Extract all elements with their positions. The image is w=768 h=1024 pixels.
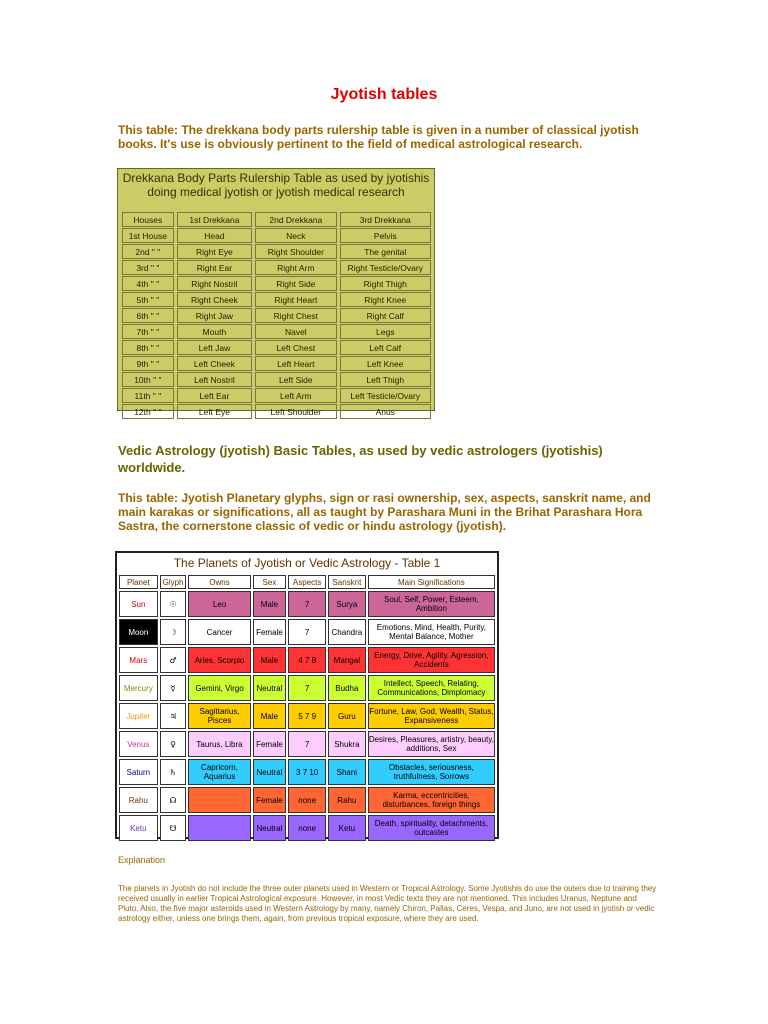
planet-sanskrit: Shukra bbox=[328, 731, 366, 757]
planet-aspects: 7 bbox=[288, 591, 326, 617]
planet-owns: Capricorn, Aquarius bbox=[188, 759, 250, 785]
planet-sex: Male bbox=[253, 591, 287, 617]
planet-owns: Gemini, Virgo bbox=[188, 675, 250, 701]
mars-glyph-icon: ♂ bbox=[160, 647, 187, 673]
drekkana-cell: 2nd " " bbox=[122, 244, 174, 259]
drekkana-cell: Left Heart bbox=[255, 356, 336, 371]
drekkana-cell: Left Calf bbox=[340, 340, 432, 355]
planet-aspects: 5 7 9 bbox=[288, 703, 326, 729]
drekkana-row bbox=[122, 244, 431, 259]
drekkana-cell: Right Knee bbox=[340, 292, 432, 307]
planet-aspects: 7 bbox=[288, 731, 326, 757]
drekkana-row bbox=[122, 356, 431, 371]
drekkana-header-cell: 1st Drekkana bbox=[177, 212, 252, 227]
planets-header-cell: Aspects bbox=[288, 575, 326, 589]
planet-name: Mercury bbox=[119, 675, 158, 701]
drekkana-cell: Right Jaw bbox=[177, 308, 252, 323]
drekkana-header-cell: Houses bbox=[122, 212, 174, 227]
drekkana-cell: 10th " " bbox=[122, 372, 174, 387]
planet-name: Sun bbox=[119, 591, 158, 617]
drekkana-header-row bbox=[122, 212, 431, 227]
drekkana-cell: Navel bbox=[255, 324, 336, 339]
drekkana-cell: The genital bbox=[340, 244, 432, 259]
drekkana-cell: Left Jaw bbox=[177, 340, 252, 355]
drekkana-cell: Right Testicle/Ovary bbox=[340, 260, 432, 275]
planet-sanskrit: Shani bbox=[328, 759, 366, 785]
basic-tables-heading: Vedic Astrology (jyotish) Basic Tables, as used by vedic astrologers (jyotishis) worldwide. bbox=[118, 443, 603, 475]
page-title: Jyotish tables bbox=[330, 86, 438, 103]
drekkana-header-cell: 3rd Drekkana bbox=[340, 212, 432, 227]
planet-owns bbox=[188, 815, 250, 841]
planet-sanskrit: Ketu bbox=[328, 815, 366, 841]
drekkana-cell: Left Testicle/Ovary bbox=[340, 388, 432, 403]
drekkana-cell: Right Ear bbox=[177, 260, 252, 275]
drekkana-cell: Right Thigh bbox=[340, 276, 432, 291]
moon-glyph-icon: ☽ bbox=[160, 619, 187, 645]
drekkana-row bbox=[122, 404, 431, 419]
drekkana-cell: 4th " " bbox=[122, 276, 174, 291]
drekkana-cell: Right Eye bbox=[177, 244, 252, 259]
planet-sig: Fortune, Law, God, Wealth, Status, Expansiveness bbox=[368, 703, 495, 729]
planet-row-saturn bbox=[119, 759, 495, 785]
planet-sex: Male bbox=[253, 703, 287, 729]
planet-name: Mars bbox=[119, 647, 158, 673]
planets-header-cell: Glyph bbox=[160, 575, 187, 589]
ketu-glyph-icon: ☋ bbox=[160, 815, 187, 841]
planet-sig: Emotions, Mind, Health, Purity, Mental Balance, Mother bbox=[368, 619, 495, 645]
planet-row-rahu bbox=[119, 787, 495, 813]
drekkana-row bbox=[122, 372, 431, 387]
drekkana-row bbox=[122, 340, 431, 355]
drekkana-cell: Left Chest bbox=[255, 340, 336, 355]
drekkana-cell: Right Chest bbox=[255, 308, 336, 323]
planets-table bbox=[115, 551, 499, 839]
sun-glyph-icon: ☉ bbox=[160, 591, 187, 617]
drekkana-row bbox=[122, 292, 431, 307]
drekkana-cell: Left Shoulder bbox=[255, 404, 336, 419]
planet-sig: Energy, Drive, Agility, Agression, Accidents bbox=[368, 647, 495, 673]
drekkana-cell: 5th " " bbox=[122, 292, 174, 307]
rahu-glyph-icon: ☊ bbox=[160, 787, 187, 813]
planet-name: Moon bbox=[119, 619, 158, 645]
planet-sex: Female bbox=[253, 787, 287, 813]
drekkana-cell: Left Eye bbox=[177, 404, 252, 419]
drekkana-cell: Left Arm bbox=[255, 388, 336, 403]
jupiter-glyph-icon: ♃ bbox=[160, 703, 187, 729]
drekkana-cell: Right Side bbox=[255, 276, 336, 291]
planets-header-cell: Main Significations bbox=[368, 575, 495, 589]
drekkana-row bbox=[122, 260, 431, 275]
planet-row-mercury bbox=[119, 675, 495, 701]
planet-sanskrit: Budha bbox=[328, 675, 366, 701]
planet-sanskrit: Rahu bbox=[328, 787, 366, 813]
planet-sanskrit: Surya bbox=[328, 591, 366, 617]
planet-owns: Cancer bbox=[188, 619, 250, 645]
planets-header-row bbox=[119, 575, 495, 589]
planet-sig: Death, spirituality, detachments, outcastes bbox=[368, 815, 495, 841]
drekkana-cell: Mouth bbox=[177, 324, 252, 339]
drekkana-cell: 9th " " bbox=[122, 356, 174, 371]
planet-owns: Leo bbox=[188, 591, 250, 617]
drekkana-row bbox=[122, 308, 431, 323]
drekkana-table bbox=[117, 168, 435, 417]
planet-row-ketu bbox=[119, 815, 495, 841]
drekkana-cell: Legs bbox=[340, 324, 432, 339]
planet-owns bbox=[188, 787, 250, 813]
planet-sanskrit: Mangal bbox=[328, 647, 366, 673]
planet-name: Rahu bbox=[119, 787, 158, 813]
planet-row-jupiter bbox=[119, 703, 495, 729]
planets-header-cell: Sanskrit bbox=[328, 575, 366, 589]
drekkana-cell: Left Thigh bbox=[340, 372, 432, 387]
drekkana-cell: Right Heart bbox=[255, 292, 336, 307]
planets-header-cell: Sex bbox=[253, 575, 287, 589]
planet-name: Ketu bbox=[119, 815, 158, 841]
drekkana-cell: Right Calf bbox=[340, 308, 432, 323]
planet-sex: Neutral bbox=[253, 815, 287, 841]
planets-header-cell: Planet bbox=[119, 575, 158, 589]
explanation-text: The planets in Jyotish do not include the three outer planets used in Western or Tropical Astrology. Some Jyotishis do use the outers due to training they received usually in earlier Tropical Astrological exposure. However, in most Vedic texts they are not mentioned. This includes Uranus, Neptune and Pluto. Also, the five major asteroids used in Western Astrology by many, namely Chiron, Pallas, Ceres, Vespa, and Juno, are not used in jyotish or vedic astrology either, unless one brings them, again, from previous tropical exposure, where they are used. bbox=[118, 884, 657, 923]
drekkana-cell: 11th " " bbox=[122, 388, 174, 403]
explanation-heading: Explanation bbox=[118, 855, 166, 865]
planets-table-title: The Planets of Jyotish or Vedic Astrology - Table 1 bbox=[173, 556, 441, 570]
planet-sig: Soul, Self, Power, Esteem, Ambition bbox=[368, 591, 495, 617]
planet-aspects: 7 bbox=[288, 619, 326, 645]
drekkana-header-cell: 2nd Drekkana bbox=[255, 212, 336, 227]
planet-name: Jupiter bbox=[119, 703, 158, 729]
planet-aspects: 4 7 8 bbox=[288, 647, 326, 673]
drekkana-cell: Pelvis bbox=[340, 228, 432, 243]
drekkana-cell: Left Side bbox=[255, 372, 336, 387]
drekkana-row bbox=[122, 388, 431, 403]
planet-sanskrit: Chandra bbox=[328, 619, 366, 645]
drekkana-table-title: Drekkana Body Parts Rulership Table as used by jyotishis doing medical jyotish or jyotish medical research bbox=[122, 171, 430, 199]
planet-sex: Male bbox=[253, 647, 287, 673]
drekkana-cell: 7th " " bbox=[122, 324, 174, 339]
planet-row-mars bbox=[119, 647, 495, 673]
drekkana-cell: Right Arm bbox=[255, 260, 336, 275]
planet-aspects: none bbox=[288, 787, 326, 813]
planet-sex: Neutral bbox=[253, 675, 287, 701]
planet-row-venus bbox=[119, 731, 495, 757]
planet-sex: Female bbox=[253, 731, 287, 757]
planet-name: Venus bbox=[119, 731, 158, 757]
planet-sig: Desires, Pleasures, artistry, beauty, additions, Sex bbox=[368, 731, 495, 757]
venus-glyph-icon: ♀ bbox=[160, 731, 187, 757]
planet-aspects: 7 bbox=[288, 675, 326, 701]
planet-name: Saturn bbox=[119, 759, 158, 785]
drekkana-cell: Left Cheek bbox=[177, 356, 252, 371]
drekkana-cell: Right Nostril bbox=[177, 276, 252, 291]
planet-sig: Karma, eccentricities, disturbances, foreign things bbox=[368, 787, 495, 813]
planet-owns: Sagittarius, Pisces bbox=[188, 703, 250, 729]
planet-sex: Female bbox=[253, 619, 287, 645]
drekkana-cell: Left Knee bbox=[340, 356, 432, 371]
drekkana-cell: Anus bbox=[340, 404, 432, 419]
planets-intro: This table: Jyotish Planetary glyphs, sign or rasi ownership, sex, aspects, sanskrit name, and main karakas or significations, all as taught by Parashara Muni in the Brihat Parashara Hora Sastra, the cornerstone classic of vedic or hindu astrology (jyotish). bbox=[118, 491, 651, 533]
planets-header-cell: Owns bbox=[188, 575, 250, 589]
drekkana-intro: This table: The drekkana body parts rulership table is given in a number of classical jyotish books. It's use is obviously pertinent to the field of medical astrological research. bbox=[118, 123, 639, 151]
drekkana-cell: 8th " " bbox=[122, 340, 174, 355]
drekkana-cell: 6th " " bbox=[122, 308, 174, 323]
planet-sex: Neutral bbox=[253, 759, 287, 785]
planet-aspects: 3 7 10 bbox=[288, 759, 326, 785]
drekkana-cell: Right Shoulder bbox=[255, 244, 336, 259]
planet-owns: Taurus, Libra bbox=[188, 731, 250, 757]
drekkana-cell: Left Ear bbox=[177, 388, 252, 403]
drekkana-row bbox=[122, 228, 431, 243]
drekkana-cell: 12th " " bbox=[122, 404, 174, 419]
saturn-glyph-icon: ♄ bbox=[160, 759, 187, 785]
drekkana-cell: 3rd " " bbox=[122, 260, 174, 275]
drekkana-cell: 1st House bbox=[122, 228, 174, 243]
drekkana-cell: Head bbox=[177, 228, 252, 243]
planet-row-moon bbox=[119, 619, 495, 645]
planet-sanskrit: Guru bbox=[328, 703, 366, 729]
drekkana-row bbox=[122, 276, 431, 291]
drekkana-cell: Right Cheek bbox=[177, 292, 252, 307]
planet-owns: Aries, Scorpio bbox=[188, 647, 250, 673]
planet-sig: Intellect, Speech, Relating, Communications, Dimplomacy bbox=[368, 675, 495, 701]
drekkana-cell: Neck bbox=[255, 228, 336, 243]
drekkana-cell: Left Nostril bbox=[177, 372, 252, 387]
planet-sig: Obstacles, seriousness, truthfulness, Sorrows bbox=[368, 759, 495, 785]
drekkana-row bbox=[122, 324, 431, 339]
planet-row-sun bbox=[119, 591, 495, 617]
mercury-glyph-icon: ☿ bbox=[160, 675, 187, 701]
planet-aspects: none bbox=[288, 815, 326, 841]
